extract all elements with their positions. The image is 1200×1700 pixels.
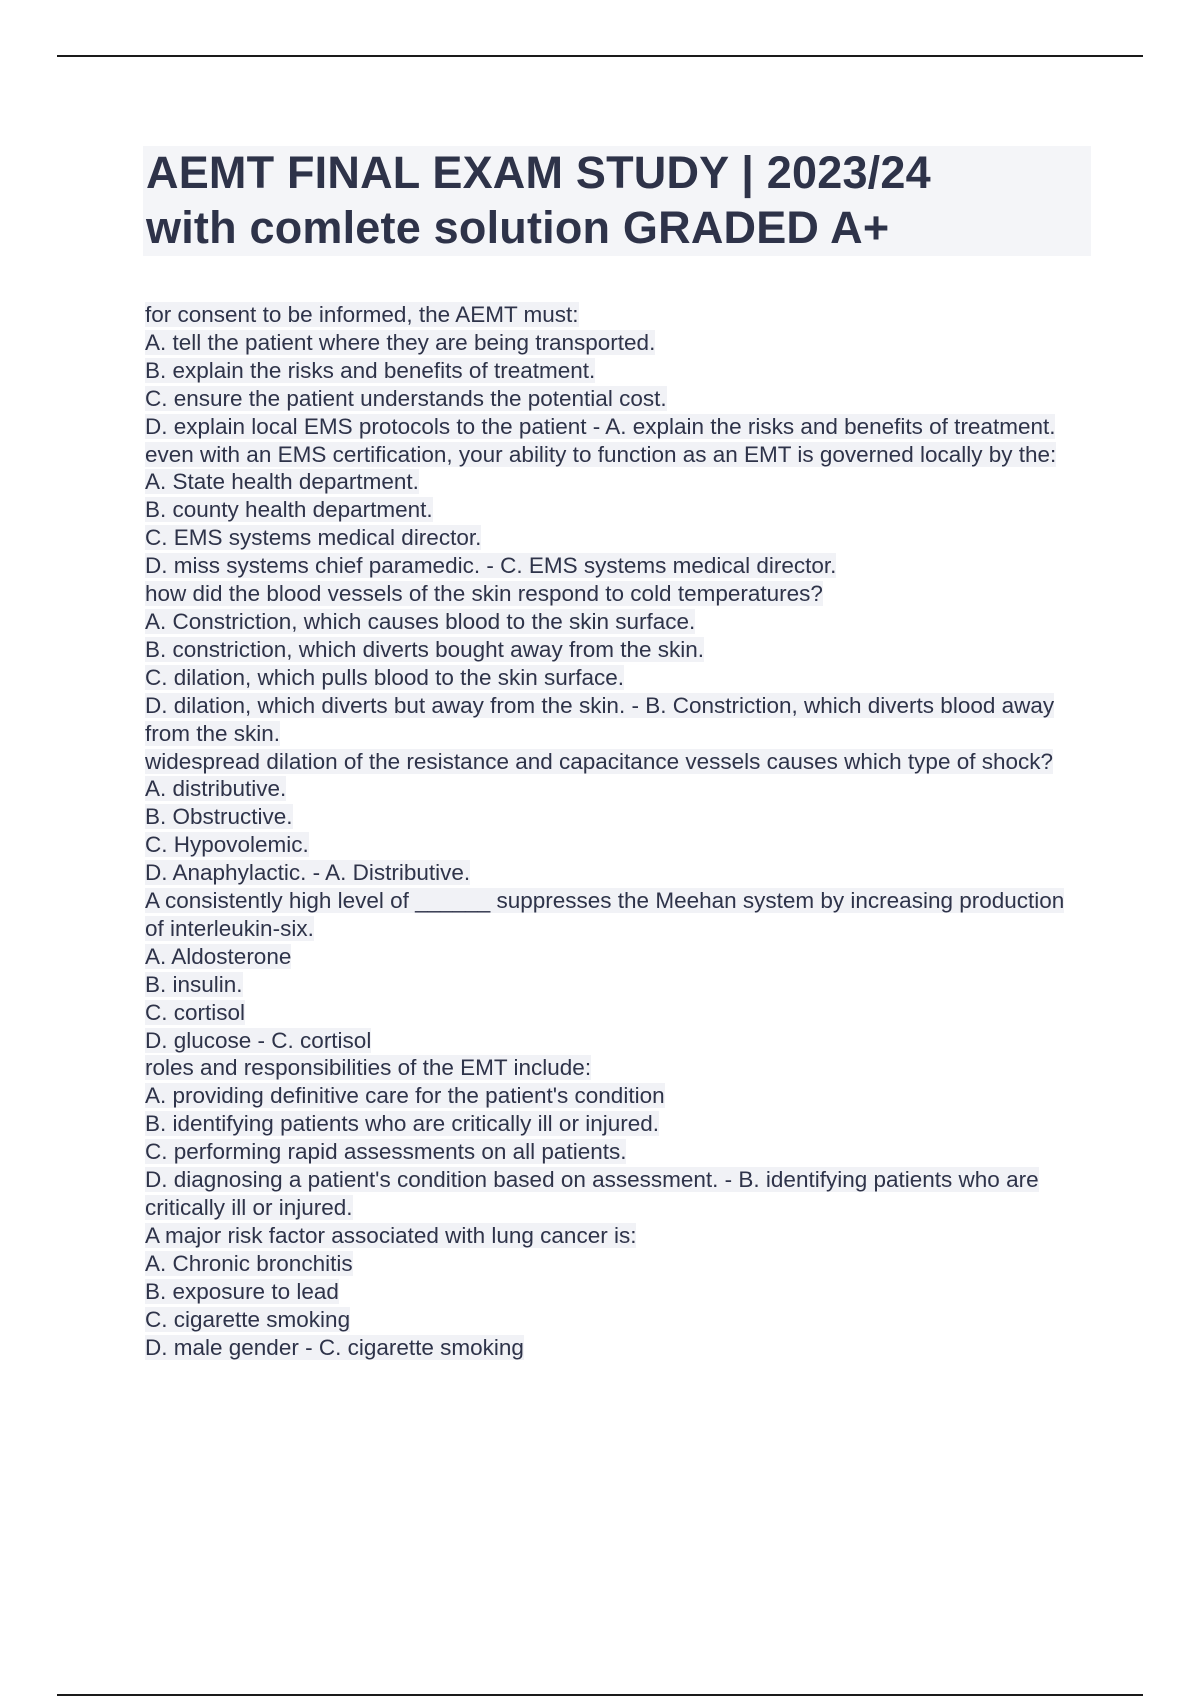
question-prompt: widespread dilation of the resistance and capacitance vessels causes which type of shock? [145,748,1054,774]
answer-option: B. explain the risks and benefits of treatment. [145,357,596,383]
question-prompt: roles and responsibilities of the EMT include: [145,1055,592,1081]
answer-option: A. Chronic bronchitis [145,1250,353,1276]
document-title-line-1: AEMT FINAL EXAM STUDY | 2023/24 [146,147,931,198]
question-1 [145,301,1080,441]
answer-option: A. distributive. [145,776,287,802]
top-rule [57,55,1143,57]
answer-option: B. constriction, which diverts bought away from the skin. [145,636,704,662]
answer-option-with-solution: D. male gender - C. cigarette smoking [145,1334,524,1360]
answer-option: A. Aldosterone [145,943,292,969]
question-prompt: even with an EMS certification, your ability to function as an EMT is governed locally by the: [145,441,1057,467]
answer-option: B. identifying patients who are critically ill or injured. [145,1111,659,1137]
answer-option: B. county health department. [145,497,433,523]
question-prompt: A major risk factor associated with lung cancer is: [145,1222,637,1248]
answer-option-with-solution: D. diagnosing a patient's condition based on assessment. - B. identifying patients who are critically ill or injured. [145,1167,1039,1220]
answer-option: A. providing definitive care for the patient's condition [145,1083,665,1109]
answer-option: A. Constriction, which causes blood to the skin surface. [145,608,696,634]
answer-option: C. performing rapid assessments on all patients. [145,1139,627,1165]
question-prompt: A consistently high level of ______ suppresses the Meehan system by increasing production of interleukin-six. [145,888,1065,941]
answer-option: C. cigarette smoking [145,1306,351,1332]
answer-option: C. Hypovolemic. [145,832,309,858]
answer-option: C. ensure the patient understands the potential cost. [145,385,667,411]
answer-option: B. exposure to lead [145,1278,339,1304]
question-6 [145,1054,1080,1221]
document-title-line-2: with comlete solution GRADED A+ [146,202,890,253]
answer-option: B. Obstructive. [145,804,293,830]
question-7 [145,1222,1080,1362]
answer-option-with-solution: D. miss systems chief paramedic. - C. EMS systems medical director. [145,553,837,579]
answer-option: C. EMS systems medical director. [145,525,482,551]
answer-option: B. insulin. [145,971,243,997]
answer-option-with-solution: D. Anaphylactic. - A. Distributive. [145,860,471,886]
answer-option-with-solution: D. glucose - C. cortisol [145,1027,372,1053]
answer-option-with-solution: D. explain local EMS protocols to the patient - A. explain the risks and benefits of treatment. [145,413,1056,439]
answer-option: C. cortisol [145,999,246,1025]
bottom-rule [57,1694,1143,1696]
question-2 [145,441,1080,581]
answer-option: C. dilation, which pulls blood to the skin surface. [145,664,625,690]
question-4 [145,748,1080,888]
question-5 [145,887,1080,1054]
question-list [145,301,1080,1361]
answer-option: A. tell the patient where they are being transported. [145,329,656,355]
question-prompt: how did the blood vessels of the skin respond to cold temperatures? [145,581,823,607]
question-prompt: for consent to be informed, the AEMT must: [145,302,579,327]
answer-option: A. State health department. [145,469,419,495]
answer-option-with-solution: D. dilation, which diverts but away from the skin. - B. Constriction, which diverts blood away from the skin. [145,692,1055,746]
question-3 [145,580,1080,747]
